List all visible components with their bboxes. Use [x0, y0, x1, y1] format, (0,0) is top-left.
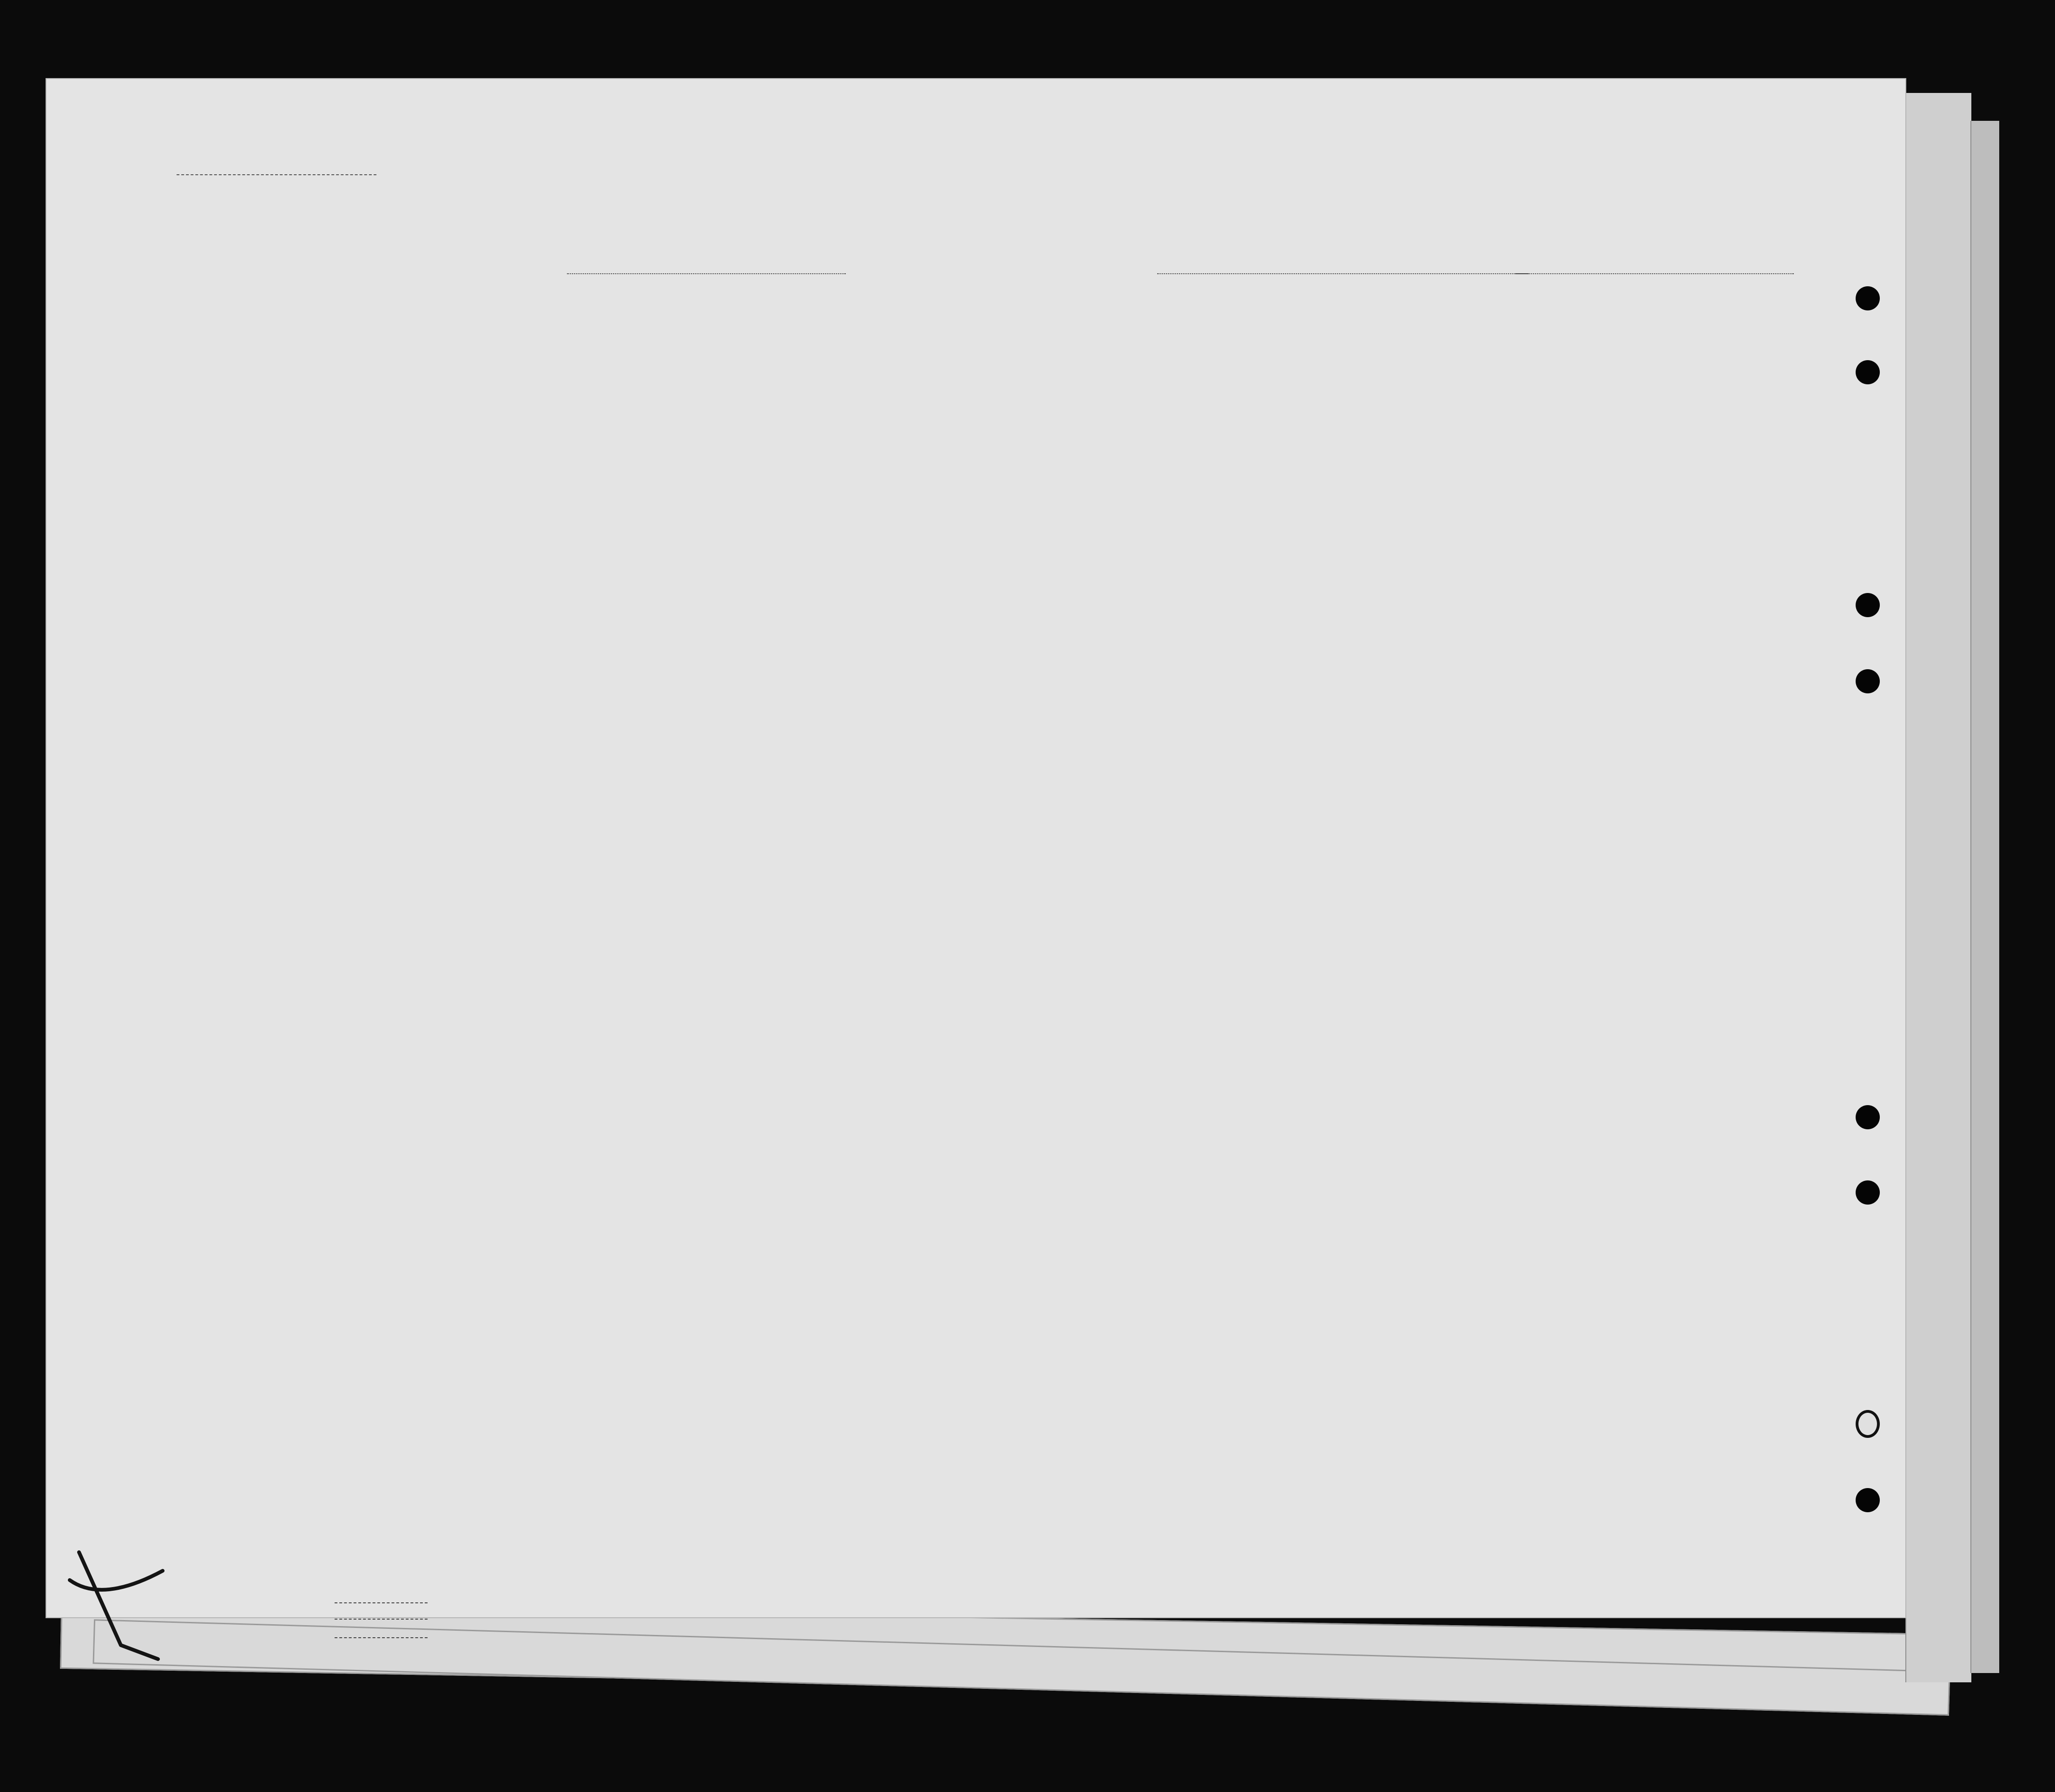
punch-hole-open — [1856, 1410, 1880, 1438]
punch-hole — [1856, 1105, 1880, 1129]
page-edge-right — [1905, 93, 1971, 1682]
punch-hole — [1856, 1180, 1880, 1205]
punch-hole — [1856, 360, 1880, 384]
manifest-sheet — [46, 79, 1905, 1617]
punch-hole — [1856, 593, 1880, 617]
total-passengers-line — [335, 1602, 428, 1603]
handwritten-check-mark — [51, 1538, 191, 1678]
aliens-line — [335, 1637, 428, 1638]
punch-hole — [1856, 286, 1880, 310]
punch-hole — [1856, 1488, 1880, 1512]
us-citizens-line — [335, 1619, 428, 1620]
manifest-grid — [46, 79, 1905, 1617]
page-edge-right-2 — [1970, 121, 1999, 1673]
punch-hole — [1856, 669, 1880, 693]
